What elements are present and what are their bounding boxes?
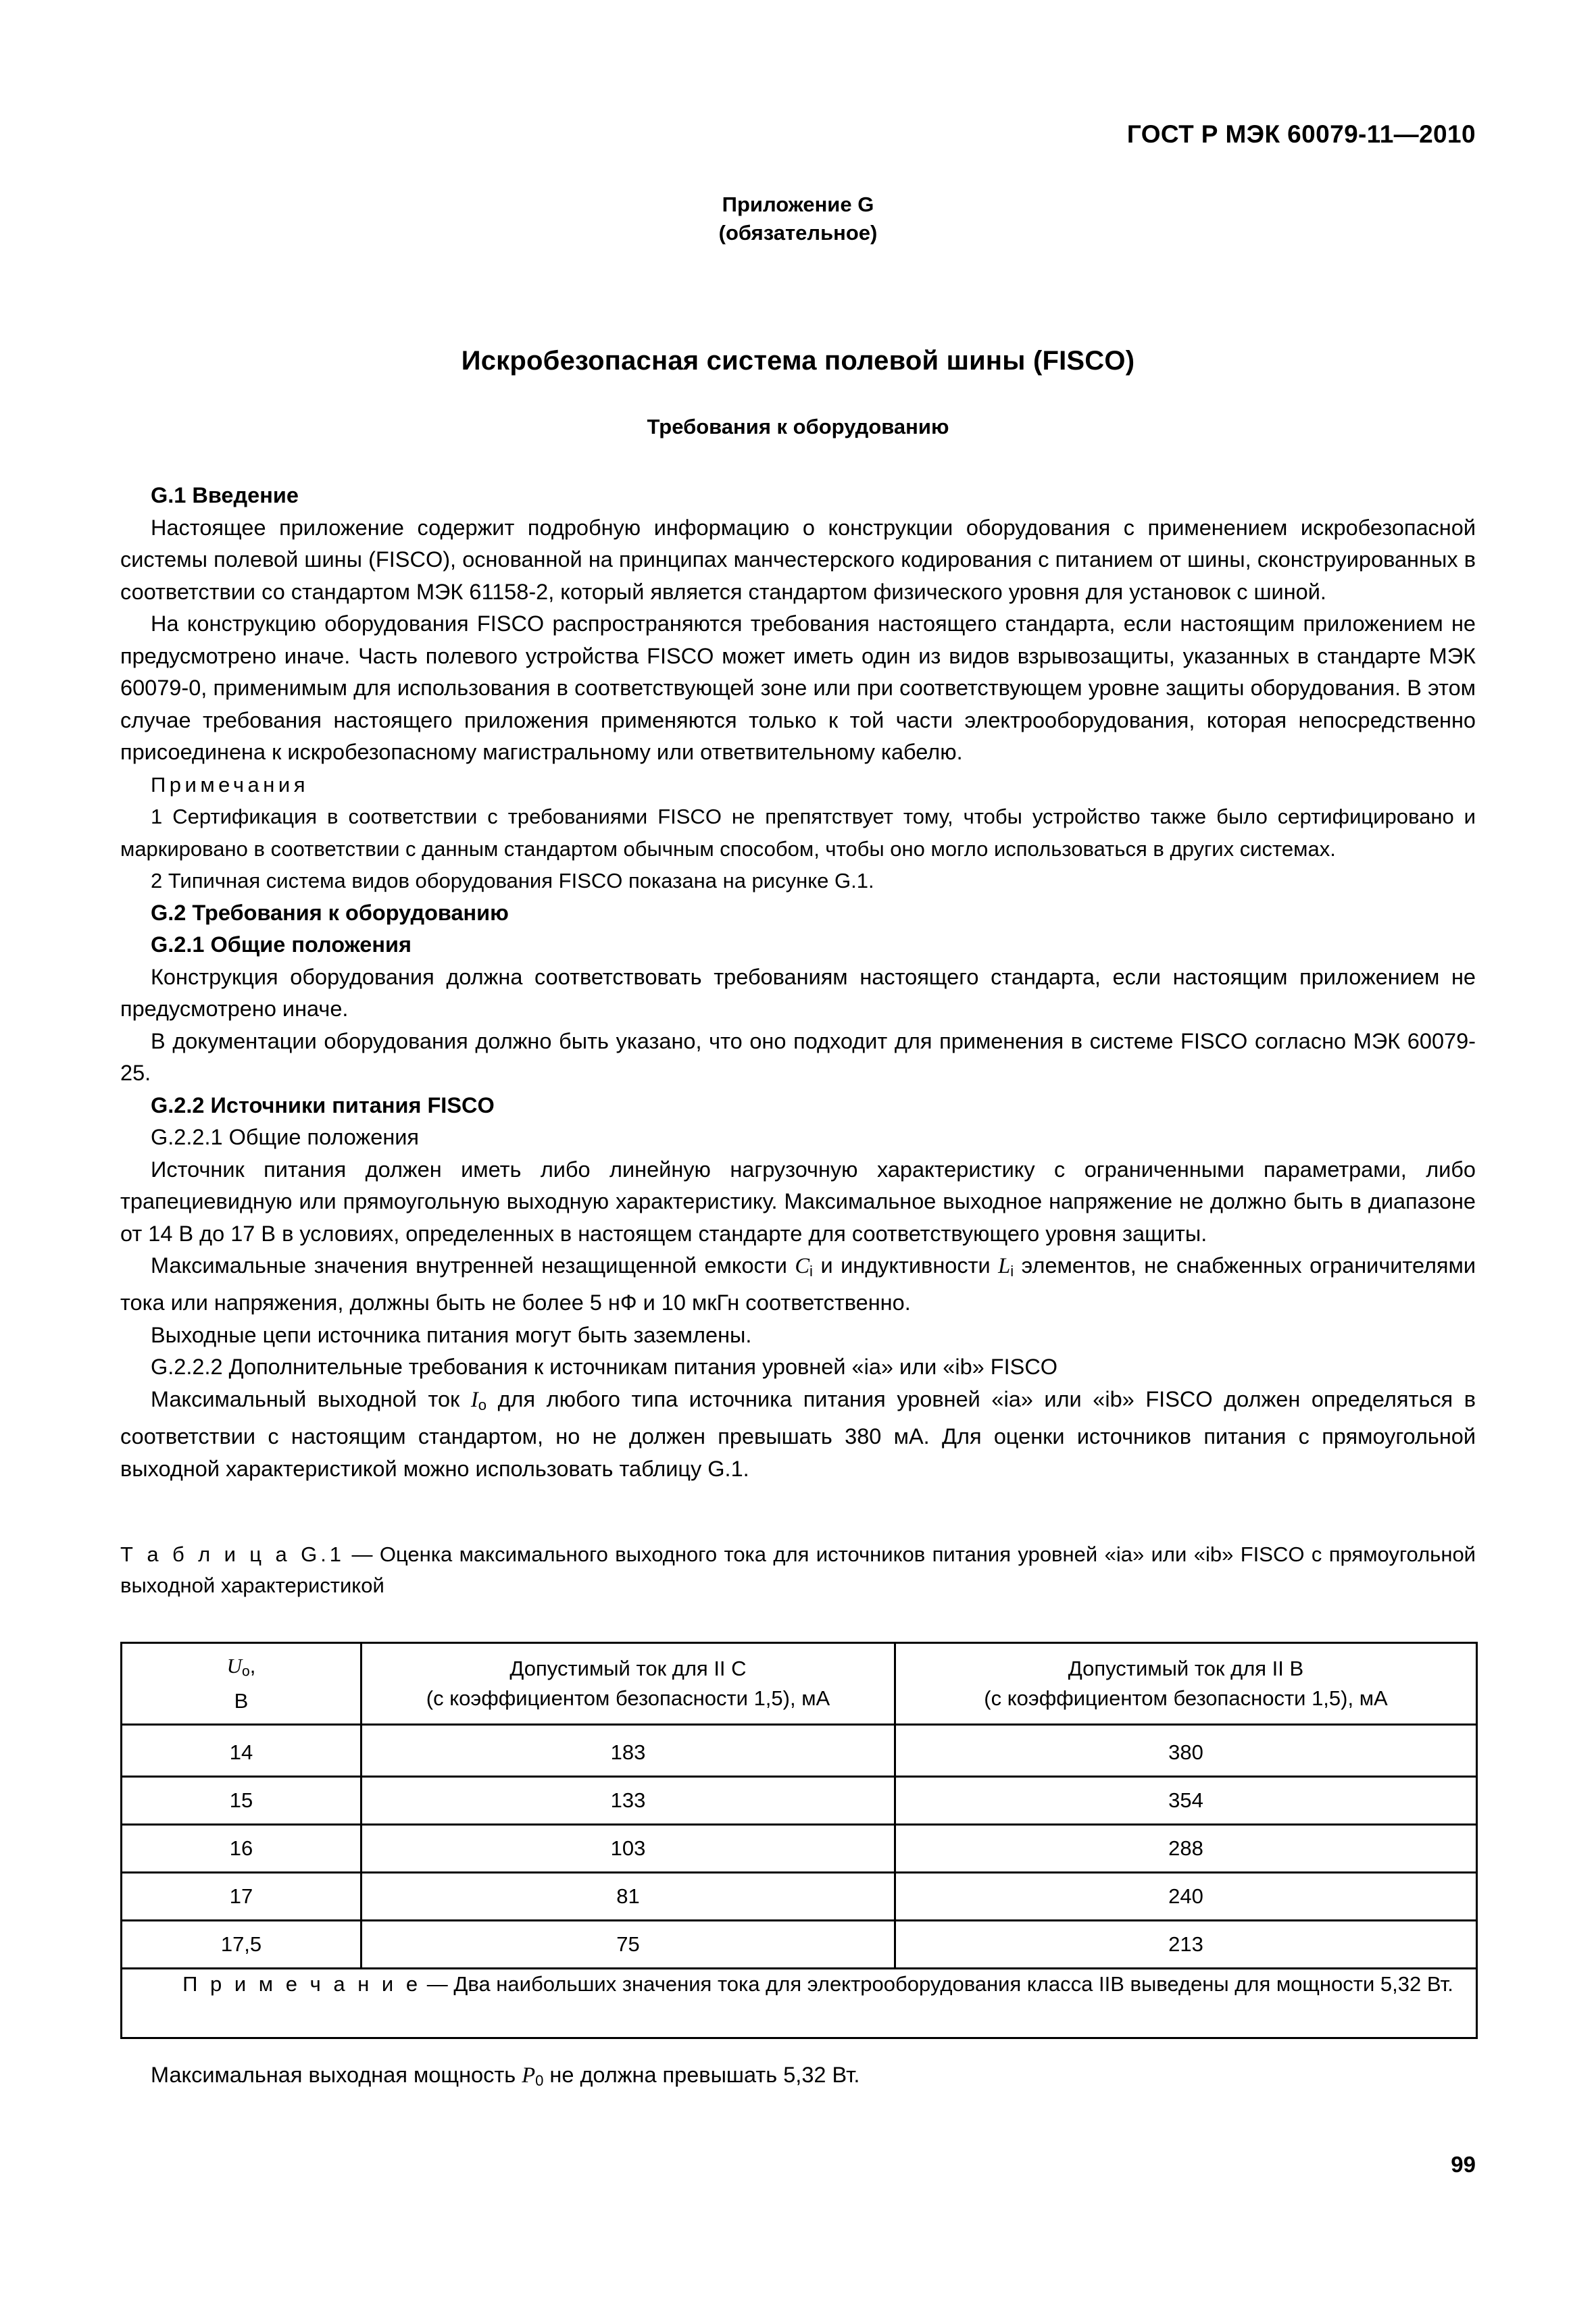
document-header-standard-id: ГОСТ Р МЭК 60079-11—2010	[1126, 120, 1476, 148]
header-line-1: Допустимый ток для II С	[509, 1657, 747, 1680]
text-fragment: элементов, не снабженных ограничителями тока или напряжения, должны быть не более 5 нФ и 10 мкГн соответственно.	[120, 1253, 1476, 1315]
heading-g2: G.2 Требования к оборудованию	[151, 900, 509, 925]
subscript-i: i	[1010, 1262, 1014, 1280]
paragraph-max-output-power	[120, 2059, 1476, 2096]
table-header-cell-iib	[895, 1643, 1477, 1725]
table-row	[122, 1777, 1477, 1825]
table-caption-text: — Оценка максимального выходного тока для источников питания уровней «ia» или «ib» FISCO с прямоугольной выходной характеристикой	[120, 1542, 1476, 1597]
table-row	[122, 1921, 1477, 1969]
text-fragment: Максимальный выходной ток	[151, 1386, 471, 1411]
heading-g1: G.1 Введение	[151, 483, 299, 507]
text-fragment: Максимальные значения внутренней незащищенной емкости	[151, 1253, 795, 1278]
paragraph-g2-1-2: В документации оборудования должно быть указано, что оно подходит для применения в системе FISCO согласно МЭК 60079-25.	[120, 1028, 1476, 1085]
cell-uo: 14	[122, 1730, 361, 1777]
comma: ,	[249, 1653, 256, 1678]
cell-iic: 133	[361, 1777, 895, 1825]
footnote-text: — Два наибольших значения тока для электрооборудования класса IIВ выведены для мощности 5,32 Вт.	[421, 1972, 1453, 1996]
subscript-o: o	[478, 1396, 487, 1413]
heading-g2-1: G.2.1 Общие положения	[151, 932, 412, 957]
cell-iib: 354	[895, 1777, 1477, 1825]
paragraph-g2-2-1-3: Выходные цепи источника питания могут быть заземлены.	[151, 1322, 752, 1347]
paragraph-g2-2-2-1	[120, 1384, 1476, 1485]
text-fragment: для любого типа источника питания уровней «ia» или «ib» FISCO должен определяться в соответствии с настоящим стандартом, но не должен превышать 380 мА. Для оценки источников питания с прямоугольной выходной характеристикой можно использовать таблицу G.1.	[120, 1386, 1476, 1481]
table-header-row	[122, 1643, 1477, 1725]
annex-subtitle: Требования к оборудованию	[647, 415, 949, 438]
heading-g2-2-2: G.2.2.2 Дополнительные требования к источникам питания уровней «ia» или «ib» FISCO	[151, 1355, 1058, 1380]
variable-power: P	[522, 2063, 536, 2088]
table-row	[122, 1873, 1477, 1921]
cell-iib: 240	[895, 1873, 1477, 1921]
separator-cell	[122, 1725, 361, 1730]
annex-main-title: Искробезопасная система полевой шины (FISCO)	[461, 346, 1135, 376]
unit-volt: В	[234, 1689, 249, 1713]
cell-iib: 380	[895, 1730, 1477, 1777]
text-fragment: и индуктивности	[812, 1253, 999, 1278]
paragraph-g2-2-1-2	[120, 1250, 1476, 1319]
annex-title-block	[120, 191, 1476, 247]
annex-status: (обязательное)	[718, 221, 878, 245]
footnote-label: П р и м е ч а н и е	[182, 1972, 422, 1996]
header-line-2: (с коэффициентом безопасности 1,5), мА	[426, 1686, 830, 1710]
paragraph-g1-1: Настоящее приложение содержит подробную информацию о конструкции оборудования с применением искробезопасной системы полевой шины (FISCO), основанной на принципах манчестерского кодирования с питанием от шины, сконструированных в соответствии со стандартом МЭК 61158-2, который является стандартом физического уровня для установок с шиной.	[120, 515, 1476, 604]
heading-g2-2: G.2.2 Источники питания FISCO	[151, 1092, 495, 1117]
paragraph-g1-2: На конструкцию оборудования FISCO распространяются требования настоящего стандарта, если настоящим приложением не предусмотрено иначе. Часть полевого устройства FISCO может иметь один из видов взрывозащиты, указанных в стандарте МЭК 60079-0, применимым для использования в соответствующей зоне или при соответствующем уровне защиты оборудования. В этом случае требования настоящего приложения применяются только к той части электрооборудования, которая непосредственно присоединена к искробезопасному магистральному или ответвительному кабелю.	[120, 611, 1476, 764]
text-fragment: не должна превышать 5,32 Вт.	[543, 2063, 860, 2087]
table-row	[122, 1730, 1477, 1777]
table-header-cell-iic	[361, 1643, 895, 1725]
subscript-o: o	[242, 1663, 250, 1680]
cell-iib: 213	[895, 1921, 1477, 1969]
header-line-1: Допустимый ток для II В	[1068, 1657, 1304, 1680]
cell-iic: 103	[361, 1825, 895, 1873]
variable-inductance: L	[998, 1254, 1011, 1278]
table-footnote-row	[122, 1969, 1477, 2038]
notes-heading: Примечания	[151, 772, 309, 797]
table-g1-wrapper	[120, 1642, 1476, 2039]
note-1: 1 Сертификация в соответствии с требованиями FISCO не препятствует тому, чтобы устройство также было сертифицировано и маркировано в соответствии с данным стандартом обычным способом, чтобы оно могло использоваться в других системах.	[120, 805, 1476, 861]
cell-uo: 15	[122, 1777, 361, 1825]
heading-g2-2-1: G.2.2.1 Общие положения	[151, 1125, 420, 1149]
text-fragment: Максимальная выходная мощность	[151, 2063, 522, 2087]
page-number: 99	[1451, 2152, 1476, 2177]
variable-output-current: I	[470, 1387, 478, 1412]
cell-iib: 288	[895, 1825, 1477, 1873]
table-caption	[120, 1539, 1476, 1601]
cell-iic: 75	[361, 1921, 895, 1969]
annex-name: Приложение G	[722, 193, 874, 216]
subscript-0: 0	[535, 2071, 544, 2089]
header-line-2: (с коэффициентом безопасности 1,5), мА	[984, 1686, 1388, 1710]
variable-capacitance: C	[795, 1254, 810, 1278]
cell-uo: 17,5	[122, 1921, 361, 1969]
cell-iic: 183	[361, 1730, 895, 1777]
variable-uo: U	[226, 1653, 243, 1678]
note-2: 2 Типичная система видов оборудования FISCO показана на рисунке G.1.	[151, 869, 874, 892]
table-header-cell-uo	[122, 1643, 361, 1725]
subscript-i: i	[809, 1262, 813, 1280]
cell-uo: 16	[122, 1825, 361, 1873]
table-g1	[120, 1642, 1478, 2039]
table-row	[122, 1825, 1477, 1873]
table-header-separator	[122, 1725, 1477, 1730]
table-footnote-cell	[122, 1969, 1477, 2038]
table-caption-label: Т а б л и ц а G.1	[120, 1542, 345, 1566]
separator-cell	[361, 1725, 895, 1730]
cell-iic: 81	[361, 1873, 895, 1921]
cell-uo: 17	[122, 1873, 361, 1921]
paragraph-g2-1-1: Конструкция оборудования должна соответствовать требованиям настоящего стандарта, если настоящим приложением не предусмотрено иначе.	[120, 964, 1476, 1021]
body-text	[120, 480, 1476, 1485]
separator-cell	[895, 1725, 1477, 1730]
paragraph-g2-2-1-1: Источник питания должен иметь либо линейную нагрузочную характеристику с ограниченными параметрами, либо трапециевидную или прямоугольную выходную характеристику. Максимальное выходное напряжение не должно быть в диапазоне от 14 В до 17 В в условиях, определенных в настоящем стандарте для соответствующего уровня защиты.	[120, 1157, 1476, 1246]
